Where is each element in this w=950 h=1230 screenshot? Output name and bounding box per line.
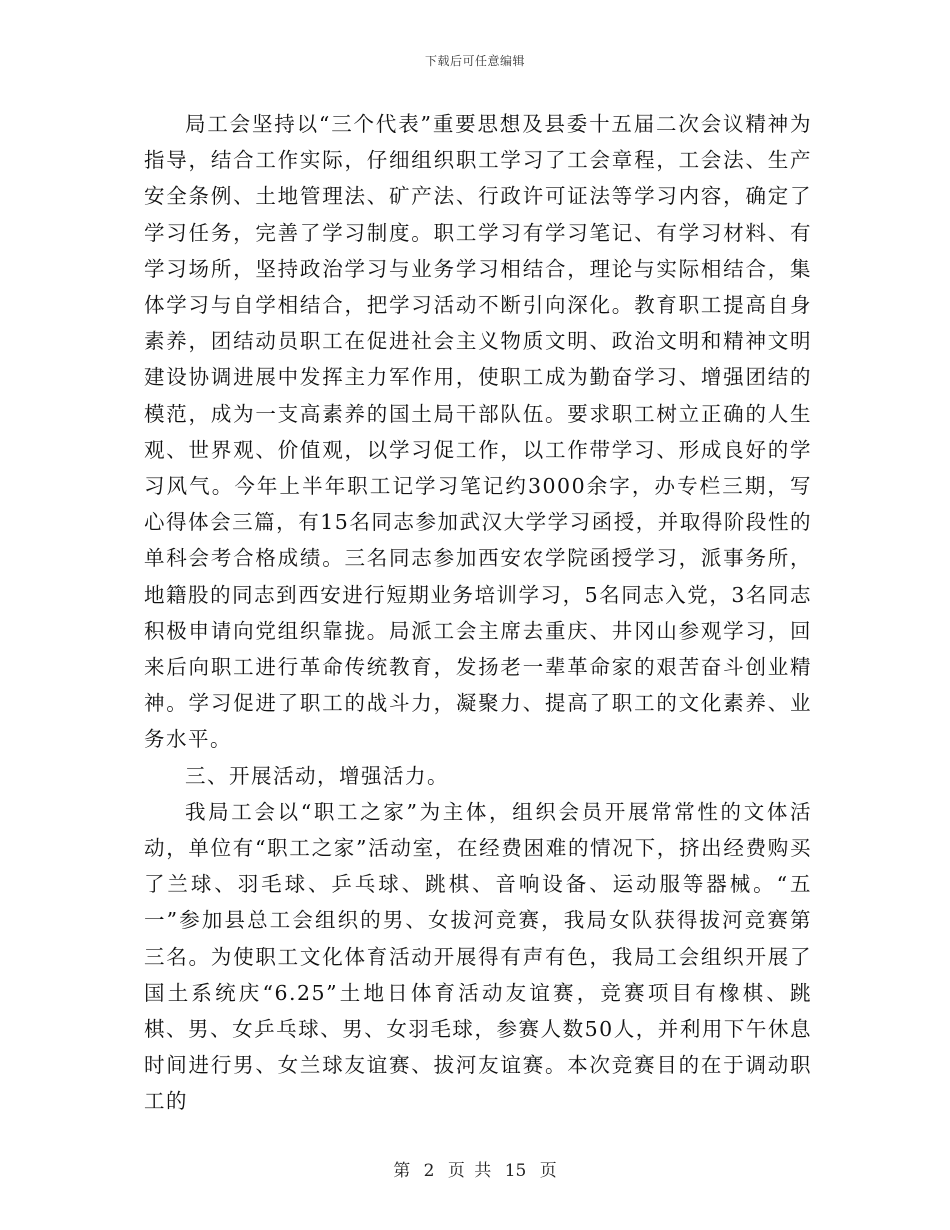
section-heading: 三、开展活动，增强活力。 (185, 763, 449, 788)
paragraph-study: 局工会坚持以“三个代表”重要思想及县委十五届二次会议精神为指导，结合工作实际，仔细组织职工学习了工会章程，工会法、生产安全条例、土地管理法、矿产法、行政许可证法等学习内容，确定了学习任务，完善了学习制度。职工学习有学习笔记、有学习材料、有学习场所，坚持政治学习与业务学习相结合，理论与实际相结合，集体学习与自学相结合，把学习活动不断引向深化。教育职工提高自身素养，团结动员职工在促进社会主义物质文明、政治文明和精神文明建设协调进展中发挥主力军作用，使职工成为勤奋学习、增强团结的模范，成为一支高素养的国土局干部队伍。要求职工树立正确的人生观、世界观、价值观，以学习促工作，以工作带学习、形成良好的学习风气。今年上半年职工记学习笔记约3000余字，办专栏三期，写心得体会三篇，有15名同志参加武汉大学学习函授，并取得阶段性的单科会考合格成绩。三名同志参加西安农学院函授学习，派事务所，地籍股的同志到西安进行短期业务培训学习，5名同志入党，3名同志积极申请向党组织靠拢。局派工会主席去重庆、井冈山参观学习，回来后向职工进行革命传统教育，发扬老一辈革命家的艰苦奋斗创业精神。学习促进了职工的战斗力，凝聚力、提高了职工的文化素养、业务水平。 (144, 112, 812, 752)
footer-middle: 页 共 (447, 1161, 492, 1181)
header-text: 下载后可任意编辑 (424, 54, 525, 68)
footer-current-page: 2 (423, 1161, 435, 1181)
paragraph-activities: 我局工会以“职工之家”为主体，组织会员开展常常性的文体活动，单位有“职工之家”活动室，在经费困难的情况下，挤出经费购买了兰球、羽毛球、乒乓球、跳棋、音响设备、运动服等器械。“五一”参加县总工会组织的男、女拔河竞赛，我局女队获得拔河竞赛第三名。为使职工文化体育活动开展得有声有色，我局工会组织开展了国土系统庆“6.25”土地日体育活动友谊赛，竞赛项目有橡棋、跳棋、男、女乒乓球、男、女羽毛球，参赛人数50人，并利用下午休息时间进行男、女兰球友谊赛、拔河友谊赛。本次竞赛目的在于调动职工的 (144, 799, 812, 1114)
page-footer (0, 1156, 950, 1181)
footer-total-pages: 15 (504, 1161, 527, 1181)
footer-suffix: 页 (539, 1161, 557, 1181)
footer-prefix: 第 (393, 1161, 411, 1181)
page-header (0, 52, 950, 69)
document-body (144, 106, 812, 1120)
